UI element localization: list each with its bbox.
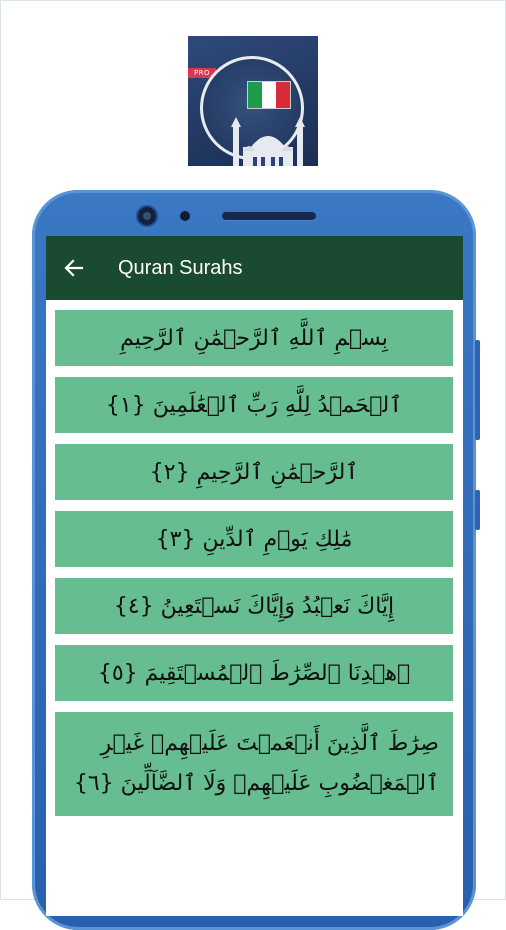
verse-item[interactable] bbox=[55, 377, 453, 433]
verse-text: إِيَّاكَ نَعۡبُدُ وَإِيَّاكَ نَسۡتَعِينُ {٤} bbox=[113, 593, 395, 619]
flag-stripe-white bbox=[262, 82, 276, 108]
italy-flag-icon bbox=[247, 81, 291, 109]
arrow-left-icon[interactable] bbox=[62, 256, 86, 280]
front-camera bbox=[138, 207, 156, 225]
verse-item[interactable] bbox=[55, 310, 453, 366]
app-bar bbox=[46, 236, 463, 300]
verse-item[interactable] bbox=[55, 712, 453, 816]
pro-badge: PRO bbox=[188, 68, 216, 78]
verse-text: ٱلرَّحۡمَٰنِ ٱلرَّحِيمِ {٢} bbox=[149, 459, 359, 485]
power-button bbox=[475, 490, 480, 530]
flag-stripe-green bbox=[248, 82, 262, 108]
app-icon bbox=[188, 36, 318, 166]
earpiece-speaker bbox=[222, 212, 316, 220]
verse-item[interactable] bbox=[55, 444, 453, 500]
icon-circle bbox=[200, 56, 304, 160]
volume-button bbox=[475, 340, 480, 440]
verse-text: ٱهۡدِنَا ٱلصِّرَٰطَ ٱلۡمُسۡتَقِيمَ {٥} bbox=[97, 660, 411, 686]
phone-screen bbox=[46, 236, 463, 916]
verse-item[interactable] bbox=[55, 645, 453, 701]
verse-item[interactable] bbox=[55, 578, 453, 634]
mosque-icon bbox=[229, 117, 307, 166]
arrow-left-glyph bbox=[64, 258, 84, 278]
verse-text: صِرَٰطَ ٱلَّذِينَ أَنۡعَمۡتَ عَلَيۡهِمۡ غَيۡرِ ٱلۡمَغۡضُوبِ عَلَيۡهِمۡ وَلَا ٱلضَّآلِّينَ {٦} bbox=[73, 731, 439, 796]
proximity-sensor bbox=[180, 211, 190, 221]
verse-text: مَٰلِكِ يَوۡمِ ٱلدِّينِ {٣} bbox=[155, 526, 353, 552]
verse-text: بِسۡمِ ٱللَّهِ ٱلرَّحۡمَٰنِ ٱلرَّحِيمِ bbox=[120, 325, 388, 351]
flag-stripe-red bbox=[276, 82, 290, 108]
page-title: Quran Surahs bbox=[118, 256, 243, 279]
verse-item[interactable] bbox=[55, 511, 453, 567]
verse-text: ٱلۡحَمۡدُ لِلَّهِ رَبِّ ٱلۡعَٰلَمِينَ {١} bbox=[105, 392, 403, 418]
